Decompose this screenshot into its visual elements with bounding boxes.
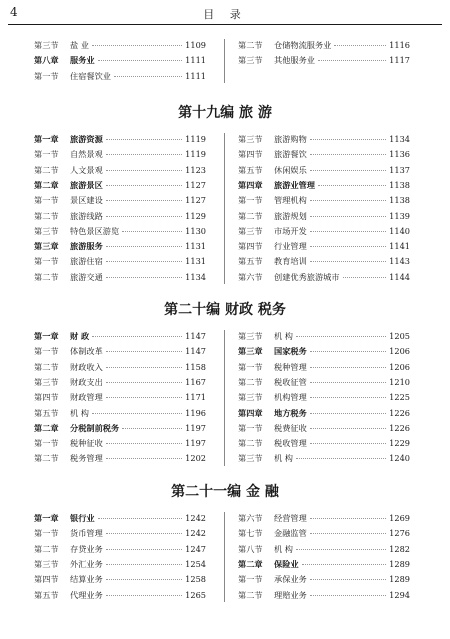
toc-chapter-entry: [34, 421, 206, 436]
toc-entry-title: 财政管理: [70, 392, 103, 403]
toc-entry-label: 第三节: [238, 453, 263, 464]
toc-entry-label: 第三节: [238, 331, 263, 341]
section-heading: 第二十一编 金 融: [171, 484, 279, 500]
toc-entry-title: 银行业: [70, 513, 95, 523]
dot-leader: [296, 549, 386, 550]
toc-section-entry: [34, 526, 206, 541]
dot-leader: [122, 428, 182, 429]
toc-entry-page: 1158: [185, 361, 206, 372]
toc-chapter-entry: [238, 344, 410, 359]
dot-leader: [310, 397, 386, 398]
toc-entry-page: 1111: [185, 70, 206, 81]
dot-leader: [106, 533, 182, 534]
toc-section-entry: [238, 147, 410, 162]
toc-entry-title: 旅游购物: [274, 134, 307, 144]
dot-leader: [92, 336, 182, 337]
toc-entry-label: 第一节: [34, 438, 59, 449]
toc-entry-page: 1167: [185, 376, 206, 387]
dot-leader: [296, 336, 386, 337]
toc-entry-page: 1129: [185, 210, 206, 221]
dot-leader: [310, 367, 386, 368]
dot-leader: [310, 154, 386, 155]
dot-leader: [310, 443, 386, 444]
toc-entry-label: 第二节: [34, 361, 59, 372]
dot-leader: [106, 216, 182, 217]
toc-entry-label: 第五节: [34, 407, 59, 418]
toc-entry-label: 第二节: [34, 271, 59, 282]
toc-entry-title: 税收管理: [274, 438, 307, 449]
toc-entry-label: 第二节: [34, 164, 59, 175]
toc-entry-title: 理赔业务: [274, 589, 307, 600]
toc-entry-label: 第三节: [238, 55, 263, 66]
toc-entry-label: 第二节: [34, 453, 59, 464]
dot-leader: [106, 458, 182, 459]
toc-entry-page: 1127: [185, 195, 206, 206]
dot-leader: [334, 45, 386, 46]
toc-entry-title: 旅游线路: [70, 210, 103, 221]
toc-entry-page: 1206: [389, 361, 410, 372]
toc-entry-label: 第一节: [238, 361, 263, 372]
toc-entry-page: 1226: [389, 422, 410, 433]
dot-leader: [106, 139, 182, 140]
toc-chapter-entry: [34, 178, 206, 193]
toc-entry-label: 第二节: [238, 376, 263, 387]
toc-entry-label: 第一节: [34, 346, 59, 357]
toc-entry-label: 第三节: [238, 225, 263, 236]
toc-entry-page: 1109: [185, 40, 206, 50]
toc-entry-label: 第三节: [34, 225, 59, 236]
toc-entry-title: 金融监管: [274, 528, 307, 539]
toc-entry-title: 国家税务: [274, 346, 307, 357]
section-heading: 第十九编 旅 游: [178, 105, 272, 121]
toc-entry-page: 1131: [185, 241, 206, 252]
toc-entry-title: 外汇业务: [70, 558, 103, 569]
toc-entry-label: 第二节: [34, 543, 59, 554]
toc-chapter-entry: [34, 511, 206, 526]
toc-entry-title: 结算业务: [70, 574, 103, 585]
toc-entry-page: 1240: [389, 453, 410, 464]
toc-section-entry: [34, 406, 206, 421]
dot-leader: [106, 443, 182, 444]
toc-chapter-entry: [34, 132, 206, 147]
toc-chapter-entry: [34, 329, 206, 344]
toc-entry-title: 市场开发: [274, 225, 307, 236]
toc-entry-page: 1202: [185, 453, 206, 464]
toc-entry-label: 第一节: [238, 422, 263, 433]
toc-entry-page: 1225: [389, 392, 410, 403]
toc-section-entry: [238, 163, 410, 178]
toc-section-entry: [238, 329, 410, 344]
dot-leader: [310, 200, 386, 201]
toc-entry-title: 旅游服务: [70, 241, 103, 252]
toc-entry-page: 1258: [185, 574, 206, 585]
toc-section-entry: [34, 193, 206, 208]
toc-entry-label: 第四节: [238, 149, 263, 160]
toc-entry-title: 地方税务: [274, 407, 307, 418]
toc-section-entry: [238, 270, 410, 285]
toc-section-entry: [34, 254, 206, 269]
toc-entry-page: 1242: [185, 513, 206, 523]
toc-section-entry: [34, 224, 206, 239]
toc-entry-page: 1265: [185, 589, 206, 600]
toc-entry-label: 第二章: [34, 422, 59, 433]
toc-entry-page: 1137: [389, 164, 410, 175]
toc-entry-title: 自然景观: [70, 149, 103, 160]
toc-entry-title: 税务管理: [70, 453, 103, 464]
toc-entry-label: 第三节: [34, 376, 59, 387]
toc-section-entry: [34, 436, 206, 451]
toc-entry-title: 旅游交通: [70, 271, 103, 282]
toc-entry-title: 管理机构: [274, 195, 307, 206]
dot-leader: [296, 458, 386, 459]
toc-entry-page: 1144: [389, 271, 410, 282]
toc-section-entry: [34, 375, 206, 390]
toc-entry-page: 1289: [389, 558, 410, 569]
toc-entry-page: 1131: [185, 256, 206, 267]
toc-entry-page: 1247: [185, 543, 206, 554]
toc-entry-page: 1197: [185, 438, 206, 449]
toc-entry-page: 1229: [389, 438, 410, 449]
toc-section-entry: [238, 38, 410, 53]
toc-entry-page: 1138: [389, 195, 410, 206]
toc-section-entry: [34, 270, 206, 285]
toc-entry-title: 机 构: [70, 407, 89, 418]
toc-section-entry: [238, 421, 410, 436]
toc-chapter-entry: [34, 239, 206, 254]
toc-entry-page: 1226: [389, 407, 410, 418]
toc-entry-title: 税费征收: [274, 422, 307, 433]
toc-entry-title: 税种征收: [70, 438, 103, 449]
dot-leader: [106, 397, 182, 398]
toc-entry-page: 1242: [185, 528, 206, 539]
toc-entry-title: 行业管理: [274, 241, 307, 252]
toc-entry-label: 第一节: [238, 195, 263, 206]
toc-entry-page: 1138: [389, 179, 410, 190]
toc-entry-label: 第六节: [238, 271, 263, 282]
column-divider: [224, 512, 225, 602]
toc-entry-label: 第四节: [34, 574, 59, 585]
toc-entry-label: 第三节: [238, 134, 263, 144]
toc-section-entry: [238, 436, 410, 451]
toc-entry-page: 1141: [389, 241, 410, 252]
toc-entry-page: 1276: [389, 528, 410, 539]
toc-entry-title: 休闲娱乐: [274, 164, 307, 175]
toc-section-entry: [238, 526, 410, 541]
toc-entry-label: 第一节: [238, 574, 263, 585]
toc-entry-label: 第六节: [238, 513, 263, 523]
toc-entry-title: 旅游住宿: [70, 256, 103, 267]
dot-leader: [106, 200, 182, 201]
toc-entry-label: 第二节: [238, 210, 263, 221]
toc-entry-title: 存贷业务: [70, 543, 103, 554]
toc-entry-title: 其他服务业: [274, 55, 315, 66]
toc-section-entry: [238, 53, 410, 68]
toc-entry-label: 第一节: [34, 256, 59, 267]
toc-entry-label: 第七节: [238, 528, 263, 539]
toc-entry-title: 旅游餐饮: [274, 149, 307, 160]
toc-entry-label: 第四节: [238, 241, 263, 252]
toc-entry-label: 第四章: [238, 407, 263, 418]
toc-entry-label: 第五节: [238, 164, 263, 175]
toc-entry-label: 第三节: [34, 40, 59, 50]
toc-entry-page: 1119: [185, 134, 206, 144]
toc-entry-page: 1147: [185, 346, 206, 357]
dot-leader: [310, 382, 386, 383]
toc-entry-page: 1134: [185, 271, 206, 282]
toc-entry-label: 第一节: [34, 528, 59, 539]
dot-leader: [310, 428, 386, 429]
dot-leader: [310, 413, 386, 414]
running-title: 目 录: [203, 8, 247, 21]
toc-section-entry: [34, 542, 206, 557]
toc-entry-title: 税种管理: [274, 361, 307, 372]
toc-entry-label: 第二章: [238, 558, 263, 569]
toc-entry-label: 第一章: [34, 134, 59, 144]
dot-leader: [122, 231, 182, 232]
toc-entry-title: 机 构: [274, 543, 293, 554]
toc-section-entry: [34, 360, 206, 375]
toc-entry-title: 人文景观: [70, 164, 103, 175]
toc-entry-page: 1136: [389, 149, 410, 160]
toc-chapter-entry: [238, 178, 410, 193]
toc-entry-label: 第五节: [238, 256, 263, 267]
toc-entry-label: 第三节: [238, 392, 263, 403]
toc-entry-title: 旅游业管理: [274, 179, 315, 190]
toc-section-entry: [238, 224, 410, 239]
toc-section-entry: [238, 542, 410, 557]
toc-section-entry: [238, 511, 410, 526]
dot-leader: [106, 154, 182, 155]
toc-entry-label: 第三章: [34, 241, 59, 252]
toc-entry-label: 第二节: [34, 210, 59, 221]
toc-entry-page: 1197: [185, 422, 206, 433]
toc-entry-label: 第一章: [34, 331, 59, 341]
dot-leader: [106, 549, 182, 550]
toc-section-entry: [34, 451, 206, 466]
toc-entry-title: 保险业: [274, 558, 299, 569]
toc-entry-title: 旅游规划: [274, 210, 307, 221]
dot-leader: [114, 76, 182, 77]
toc-entry-label: 第四章: [238, 179, 263, 190]
toc-entry-label: 第二节: [238, 438, 263, 449]
toc-entry-title: 景区建设: [70, 195, 103, 206]
toc-section-entry: [34, 38, 206, 53]
toc-section-entry: [34, 588, 206, 603]
dot-leader: [310, 579, 386, 580]
toc-entry-page: 1294: [389, 589, 410, 600]
toc-entry-label: 第八章: [34, 55, 59, 66]
toc-entry-title: 创建优秀旅游城市: [274, 271, 340, 282]
dot-leader: [310, 533, 386, 534]
toc-section-entry: [34, 572, 206, 587]
dot-leader: [92, 413, 182, 414]
dot-leader: [106, 351, 182, 352]
toc-section-entry: [34, 344, 206, 359]
toc-section-entry: [34, 390, 206, 405]
toc-entry-page: 1123: [185, 164, 206, 175]
toc-section-entry: [238, 375, 410, 390]
toc-entry-page: 1289: [389, 574, 410, 585]
toc-entry-title: 特色景区游览: [70, 225, 120, 236]
dot-leader: [310, 261, 386, 262]
dot-leader: [106, 564, 182, 565]
column-divider: [224, 39, 225, 83]
toc-entry-label: 第一节: [34, 195, 59, 206]
toc-section-entry: [34, 557, 206, 572]
toc-entry-page: 1254: [185, 558, 206, 569]
dot-leader: [310, 170, 386, 171]
toc-chapter-entry: [238, 406, 410, 421]
toc-entry-page: 1210: [389, 376, 410, 387]
toc-chapter-entry: [34, 53, 206, 68]
toc-section-entry: [238, 132, 410, 147]
toc-entry-label: 第一节: [34, 149, 59, 160]
toc-entry-label: 第五节: [34, 589, 59, 600]
toc-section-entry: [238, 390, 410, 405]
dot-leader: [310, 246, 386, 247]
dot-leader: [106, 246, 182, 247]
page-number: 4: [10, 5, 18, 19]
toc-section-entry: [238, 588, 410, 603]
dot-leader: [310, 216, 386, 217]
toc-entry-label: 第二节: [238, 589, 263, 600]
dot-leader: [106, 579, 182, 580]
toc-entry-label: 第一章: [34, 513, 59, 523]
toc-section-entry: [238, 239, 410, 254]
dot-leader: [310, 139, 386, 140]
dot-leader: [106, 382, 182, 383]
toc-entry-page: 1130: [185, 225, 206, 236]
toc-entry-title: 货币管理: [70, 528, 103, 539]
column-divider: [224, 330, 225, 466]
toc-section-entry: [34, 209, 206, 224]
dot-leader: [302, 564, 386, 565]
toc-section-entry: [238, 451, 410, 466]
toc-entry-page: 1116: [389, 40, 410, 50]
toc-entry-title: 承保业务: [274, 574, 307, 585]
toc-entry-page: 1134: [389, 134, 410, 144]
toc-section-entry: [238, 193, 410, 208]
toc-entry-page: 1111: [185, 55, 206, 66]
dot-leader: [106, 595, 182, 596]
dot-leader: [310, 518, 386, 519]
toc-entry-title: 仓储物流服务业: [274, 40, 332, 50]
section-heading: 第二十编 财政 税务: [164, 302, 286, 318]
toc-section-entry: [34, 163, 206, 178]
dot-leader: [98, 518, 182, 519]
toc-section-entry: [34, 147, 206, 162]
toc-entry-label: 第一节: [34, 70, 59, 81]
toc-entry-title: 教育培训: [274, 256, 307, 267]
toc-entry-label: 第二节: [238, 40, 263, 50]
toc-section-entry: [238, 572, 410, 587]
toc-entry-label: 第八节: [238, 543, 263, 554]
toc-section-entry: [238, 360, 410, 375]
toc-entry-page: 1282: [389, 543, 410, 554]
toc-entry-title: 财政收入: [70, 361, 103, 372]
toc-section-entry: [34, 69, 206, 84]
dot-leader: [318, 60, 386, 61]
toc-entry-title: 体制改革: [70, 346, 103, 357]
toc-entry-label: 第四节: [34, 392, 59, 403]
column-divider: [224, 133, 225, 284]
toc-entry-title: 住宿餐饮业: [70, 70, 111, 81]
toc-entry-page: 1127: [185, 179, 206, 190]
toc-entry-title: 经营管理: [274, 513, 307, 523]
dot-leader: [318, 185, 386, 186]
toc-entry-title: 分税制前税务: [70, 422, 120, 433]
dot-leader: [106, 261, 182, 262]
toc-entry-page: 1140: [389, 225, 410, 236]
toc-entry-label: 第三节: [34, 558, 59, 569]
toc-entry-label: 第三章: [238, 346, 263, 357]
toc-entry-page: 1147: [185, 331, 206, 341]
header-rule: [8, 24, 442, 25]
toc-entry-title: 旅游资源: [70, 134, 103, 144]
toc-section-entry: [238, 254, 410, 269]
dot-leader: [343, 277, 386, 278]
toc-entry-page: 1269: [389, 513, 410, 523]
toc-entry-title: 税收征管: [274, 376, 307, 387]
dot-leader: [98, 60, 182, 61]
toc-entry-title: 服务业: [70, 55, 95, 66]
toc-entry-page: 1117: [389, 55, 410, 66]
toc-entry-page: 1196: [185, 407, 206, 418]
toc-entry-title: 旅游景区: [70, 179, 103, 190]
dot-leader: [310, 595, 386, 596]
toc-entry-title: 机构管理: [274, 392, 307, 403]
toc-section-entry: [238, 209, 410, 224]
dot-leader: [106, 367, 182, 368]
toc-entry-title: 财 政: [70, 331, 90, 341]
toc-entry-page: 1139: [389, 210, 410, 221]
toc-entry-title: 机 构: [274, 453, 293, 464]
dot-leader: [106, 170, 182, 171]
dot-leader: [310, 231, 386, 232]
dot-leader: [92, 45, 182, 46]
toc-entry-title: 盐 业: [70, 40, 89, 50]
toc-chapter-entry: [238, 557, 410, 572]
toc-entry-page: 1206: [389, 346, 410, 357]
toc-entry-title: 财政支出: [70, 376, 103, 387]
dot-leader: [310, 351, 386, 352]
dot-leader: [106, 277, 182, 278]
toc-entry-page: 1205: [389, 331, 410, 341]
toc-entry-page: 1143: [389, 256, 410, 267]
dot-leader: [106, 185, 182, 186]
toc-entry-page: 1171: [185, 392, 206, 403]
toc-entry-page: 1119: [185, 149, 206, 160]
toc-entry-title: 机 构: [274, 331, 293, 341]
toc-entry-title: 代理业务: [70, 589, 103, 600]
toc-entry-label: 第二章: [34, 179, 59, 190]
